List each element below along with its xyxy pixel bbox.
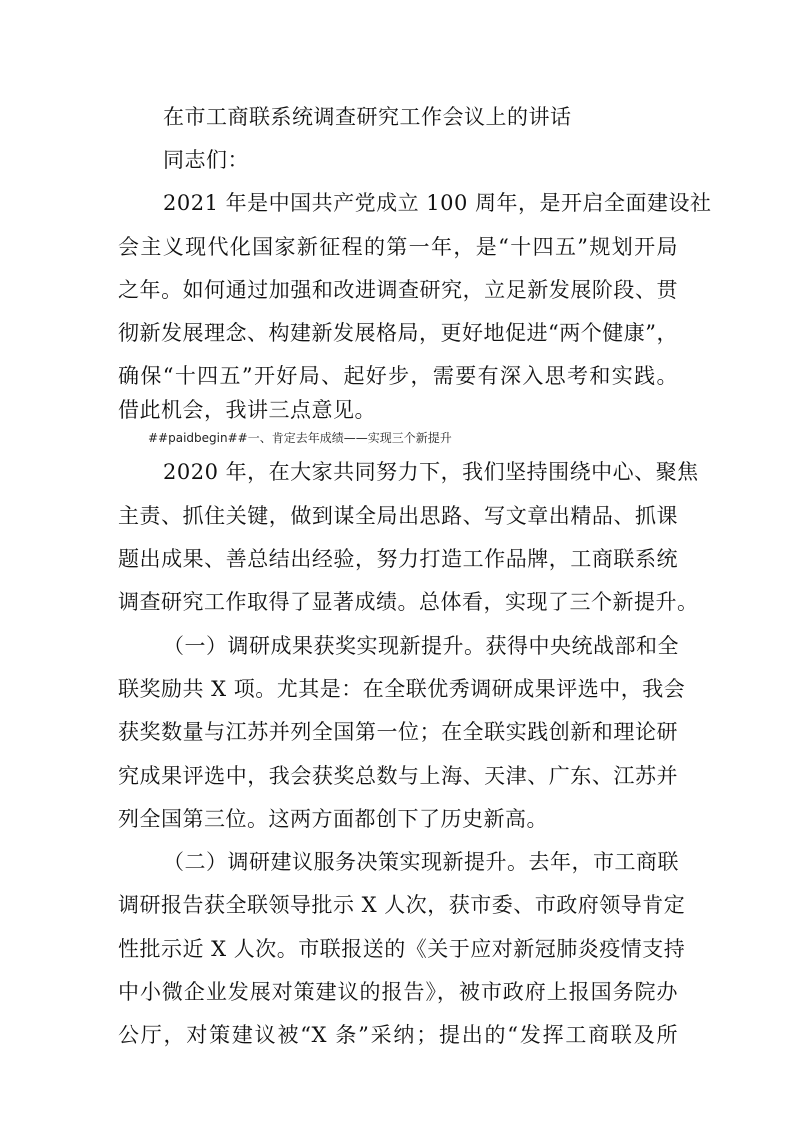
paragraph-line: 调研报告获全联领导批示 X 人次，获市委、市政府领导肯定 xyxy=(118,893,686,917)
page-title: 在市工商联系统调查研究工作会议上的讲话 xyxy=(163,105,572,129)
intro-line: 借此机会，我讲三点意见。 xyxy=(118,398,376,422)
paragraph-line: 列全国第三位。这两方面都创下了历史新高。 xyxy=(118,807,548,831)
paragraph-line: （二）调研建议服务决策实现新提升。去年，市工商联 xyxy=(163,850,679,874)
section-heading: ##paidbegin##一、肯定去年成绩——实现三个新提升 xyxy=(148,431,452,445)
paragraph-line: 究成果评选中，我会获奖总数与上海、天津、广东、江苏并 xyxy=(118,764,678,788)
paragraph-line: 2020 年，在大家共同努力下，我们坚持围绕中心、聚焦 xyxy=(163,460,699,484)
intro-line: 彻新发展理念、构建新发展格局，更好地促进“两个健康”， xyxy=(118,321,678,345)
paragraph-line: 联奖励共 X 项。尤其是：在全联优秀调研成果评选中，我会 xyxy=(118,677,686,701)
intro-line: 确保“十四五”开好局、起好步，需要有深入思考和实践。 xyxy=(118,364,678,388)
paragraph-line: （一）调研成果获奖实现新提升。获得中央统战部和全 xyxy=(163,634,679,658)
paragraph-line: 主责、抓住关键，做到谋全局出思路、写文章出精品、抓课 xyxy=(118,504,678,528)
paragraph-line: 性批示近 X 人次。市联报送的《关于应对新冠肺炎疫情支持 xyxy=(118,937,686,961)
intro-line: 2021 年是中国共产党成立 100 周年，是开启全面建设社 xyxy=(163,191,712,215)
paragraph-line: 公厅，对策建议被“X 条”采纳；提出的“发挥工商联及所 xyxy=(118,1023,678,1047)
intro-line: 之年。如何通过加强和改进调查研究，立足新发展阶段、贯 xyxy=(118,278,678,302)
greeting: 同志们： xyxy=(163,148,249,172)
intro-line: 会主义现代化国家新征程的第一年，是“十四五”规划开局 xyxy=(118,235,678,259)
paragraph-line: 中小微企业发展对策建议的报告》，被市政府上报国务院办 xyxy=(118,980,678,1004)
paragraph-line: 获奖数量与江苏并列全国第一位；在全联实践创新和理论研 xyxy=(118,720,678,744)
paragraph-line: 题出成果、善总结出经验，努力打造工作品牌，工商联系统 xyxy=(118,547,678,571)
paragraph-line: 调查研究工作取得了显著成绩。总体看，实现了三个新提升。 xyxy=(118,590,699,614)
